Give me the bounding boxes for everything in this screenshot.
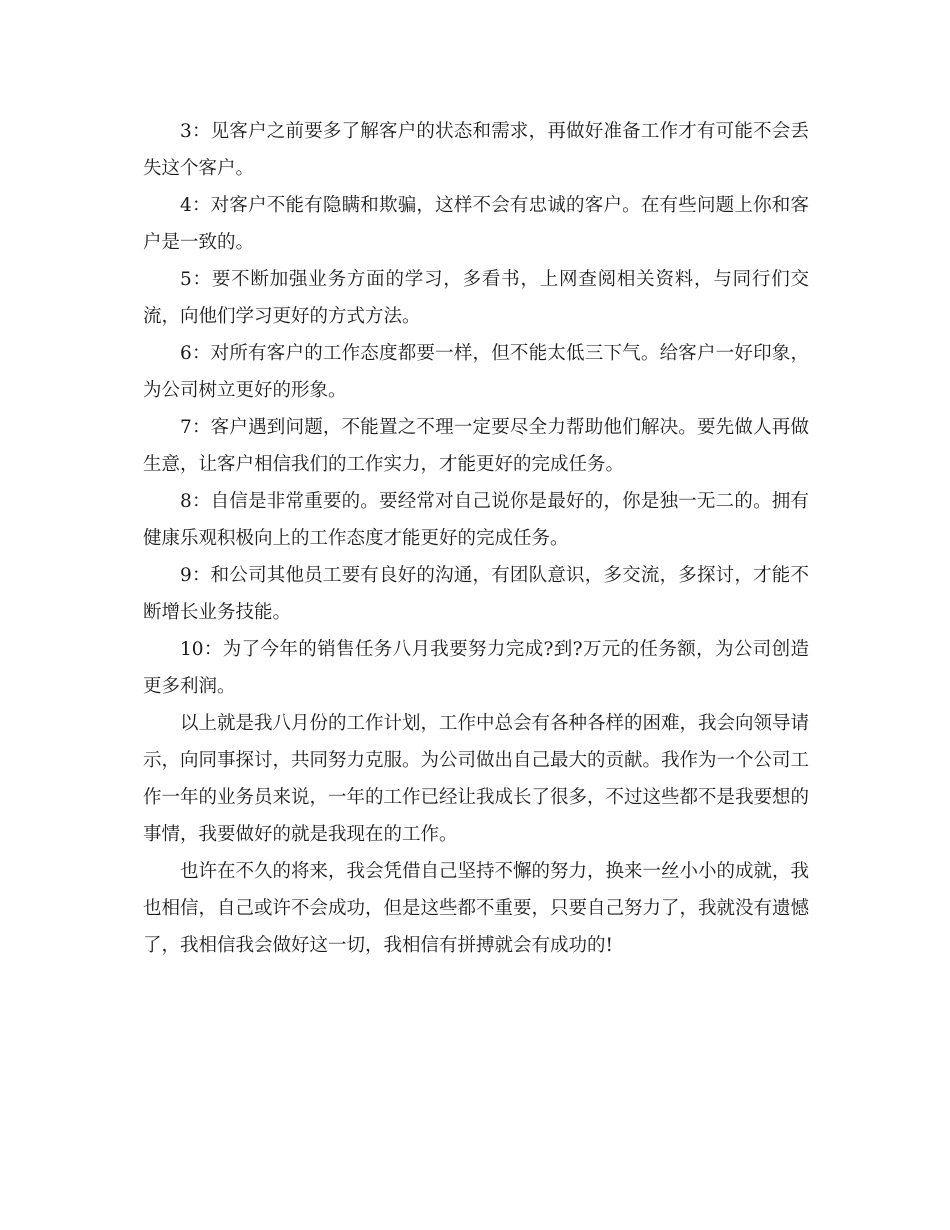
document-body: [143, 113, 809, 964]
paragraph-item-8: 8：自信是非常重要的。要经常对自己说你是最好的，你是独一无二的。拥有健康乐观积极向上的工作态度才能更好的完成任务。: [143, 491, 809, 549]
paragraph-item-6: 6：对所有客户的工作态度都要一样，但不能太低三下气。给客户一好印象，为公司树立更好的形象。: [143, 343, 809, 401]
paragraph-item-5: 5：要不断加强业务方面的学习，多看书，上网查阅相关资料，与同行们交流，向他们学习更好的方式方法。: [143, 269, 809, 327]
paragraph-summary: 以上就是我八月份的工作计划，工作中总会有各种各样的困难，我会向领导请示，向同事探讨，共同努力克服。为公司做出自己最大的贡献。我作为一个公司工作一年的业务员来说，一年的工作已经让我成长了很多，不过这些都不是我要想的事情，我要做好的就是我现在的工作。: [143, 713, 810, 845]
paragraph-closing: 也许在不久的将来，我会凭借自己坚持不懈的努力，换来一丝小小的成就，我也相信，自己或许不会成功，但是这些都不重要，只要自己努力了，我就没有遗憾了，我相信我会做好这一切，我相信有拼搏就会有成功的!: [143, 861, 810, 956]
paragraph-item-9: 9：和公司其他员工要有良好的沟通，有团队意识，多交流，多探讨，才能不断增长业务技能。: [143, 565, 809, 623]
paragraph-item-10: 10：为了今年的销售任务八月我要努力完成?到?万元的任务额，为公司创造更多利润。: [143, 639, 809, 697]
paragraph-item-4: 4：对客户不能有隐瞒和欺骗，这样不会有忠诚的客户。在有些问题上你和客户是一致的。: [143, 195, 809, 253]
paragraph-item-7: 7：客户遇到问题，不能置之不理一定要尽全力帮助他们解决。要先做人再做生意，让客户相信我们的工作实力，才能更好的完成任务。: [143, 417, 809, 475]
paragraph-item-3: 3：见客户之前要多了解客户的状态和需求，再做好准备工作才有可能不会丢失这个客户。: [143, 121, 809, 179]
